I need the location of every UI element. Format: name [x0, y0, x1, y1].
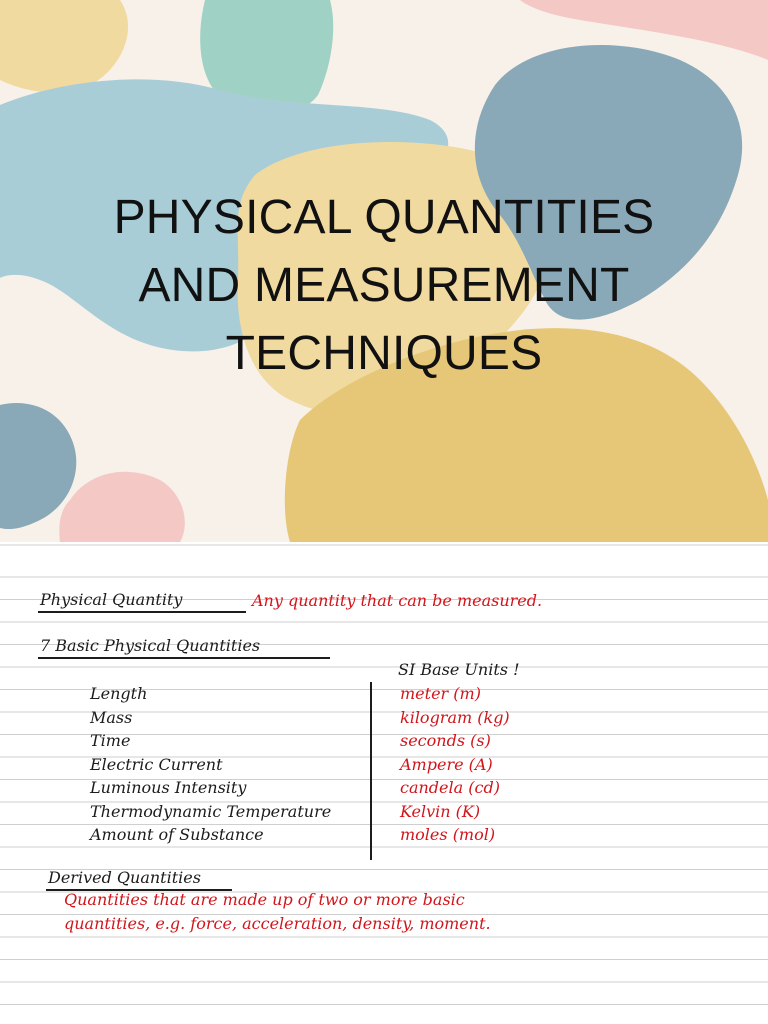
physical-quantity-underline	[38, 611, 246, 613]
basic-quantities-heading: 7 Basic Physical Quantities	[40, 636, 261, 655]
cover-title-line-3: TECHNIQUES	[225, 327, 543, 380]
si-units-list	[400, 682, 510, 847]
derived-definition-line-1: Quantities that are made up of two or more basic	[64, 890, 465, 909]
quantity-item: Mass	[90, 707, 133, 727]
quantity-item: Time	[90, 731, 131, 750]
quantity-item: Luminous Intensity	[90, 778, 247, 797]
si-base-units-heading: SI Base Units !	[398, 660, 520, 679]
quantity-item: Electric Current	[90, 754, 223, 774]
unit-item: candela (cd)	[400, 778, 500, 797]
unit-item: kilogram (kg)	[400, 707, 510, 727]
derived-definition-line-2: quantities, e.g. force, acceleration, density, moment.	[64, 914, 491, 933]
quantity-item: Thermodynamic Temperature	[90, 801, 332, 821]
derived-quantities-heading: Derived Quantities	[48, 868, 201, 887]
cover-title-line-2: AND MEASUREMENT	[138, 259, 630, 312]
basic-quantities-list	[90, 682, 331, 847]
unit-item: moles (mol)	[400, 825, 496, 844]
unit-item: Kelvin (K)	[400, 801, 481, 821]
physical-quantity-definition: Any quantity that can be measured.	[252, 591, 543, 610]
cover-title	[0, 184, 768, 388]
paint-blob-yellow-top	[0, 0, 128, 93]
physical-quantity-heading: Physical Quantity	[40, 590, 183, 609]
paint-blob-pink-2	[59, 472, 185, 542]
quantity-item: Amount of Substance	[90, 825, 264, 844]
unit-item: Ampere (A)	[400, 754, 493, 774]
lined-notes-page	[0, 542, 768, 1024]
quantity-item: Length	[90, 684, 148, 703]
unit-item: seconds (s)	[400, 731, 491, 750]
cover-title-line-1: PHYSICAL QUANTITIES	[113, 191, 655, 244]
column-divider	[370, 682, 372, 860]
unit-item: meter (m)	[400, 684, 481, 703]
basic-quantities-underline	[38, 657, 330, 659]
